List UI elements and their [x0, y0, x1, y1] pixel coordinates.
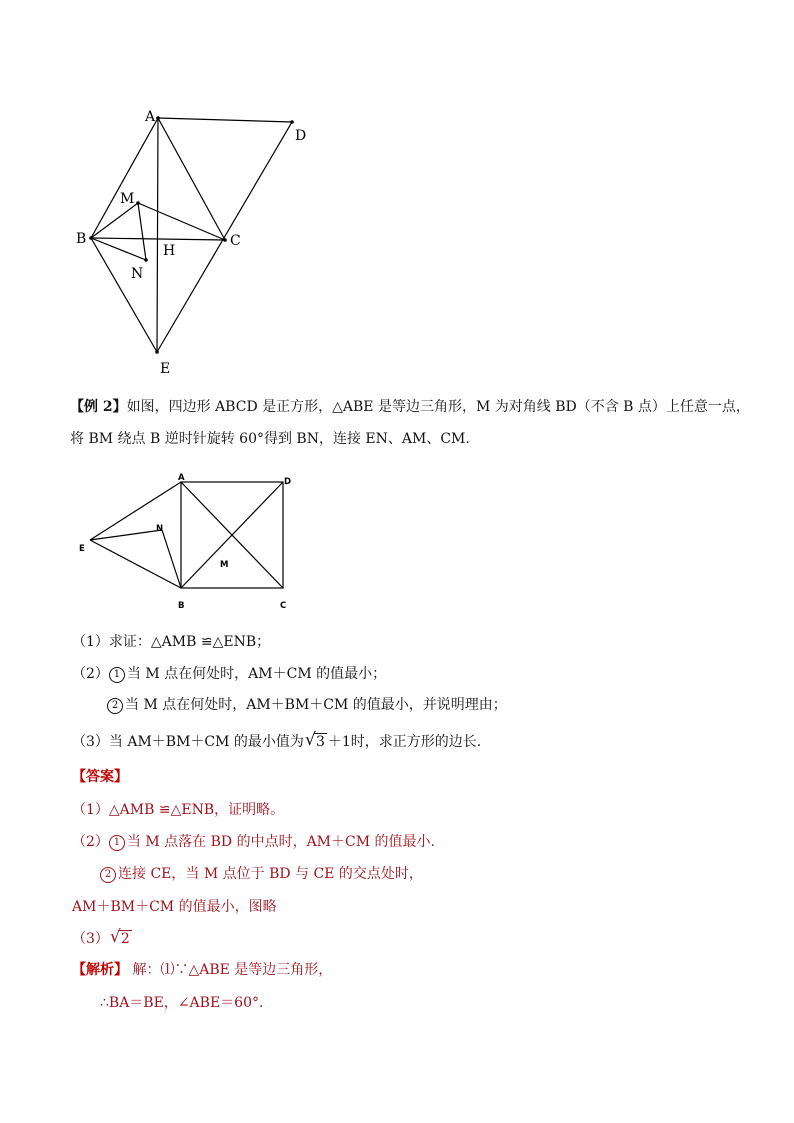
- question-2-prefix: （2）: [72, 666, 109, 682]
- circled-number-1: 1: [109, 835, 125, 851]
- question-2a: [72, 664, 386, 684]
- question-3: [72, 732, 481, 752]
- label-e: E: [79, 544, 85, 554]
- label-d: D: [295, 128, 307, 144]
- answer-2a: [72, 832, 435, 852]
- label-c: C: [230, 233, 241, 249]
- label-b: B: [76, 231, 87, 247]
- segment-bn: [91, 238, 146, 260]
- segment-ad: [158, 118, 292, 122]
- segment-bm: [91, 203, 138, 238]
- segment-ac: [158, 118, 225, 240]
- example-tag-close: 】: [112, 399, 127, 415]
- analysis-text-1: 解：⑴∵△ABE 是等边三角形，: [128, 962, 333, 978]
- segment-ab: [91, 118, 158, 238]
- example-tag-label: 例 2: [84, 399, 113, 415]
- sqrt-3: √ 3: [304, 730, 325, 750]
- figure-2-diagram: [70, 470, 310, 620]
- segment-mc: [138, 203, 225, 240]
- label-m: M: [220, 560, 229, 570]
- answer-3-prefix: （3）: [72, 931, 109, 947]
- question-3-prefix: （3）当 AM＋BM＋CM 的最小值为: [72, 734, 304, 750]
- example-2-line-1: [70, 397, 750, 417]
- segment-mn: [138, 203, 146, 260]
- circled-number-2: 2: [100, 867, 116, 883]
- sqrt-2: √ 2: [109, 927, 130, 947]
- label-h: H: [163, 243, 176, 259]
- label-a: A: [178, 473, 185, 483]
- label-e: E: [160, 361, 171, 377]
- question-2b: [107, 695, 507, 715]
- question-3-suffix: ＋1时，求正方形的边长.: [327, 734, 482, 750]
- segment-be: [91, 238, 157, 352]
- answer-2a-text: 当 M 点落在 BD 的中点时，AM＋CM 的值最小.: [126, 834, 435, 850]
- answer-header: 【答案】: [72, 769, 128, 785]
- answer-2c: AM＋BM＋CM 的值最小，图略: [72, 899, 277, 915]
- answer-3: [72, 929, 133, 949]
- label-n: N: [156, 524, 164, 534]
- label-c: C: [280, 601, 287, 611]
- label-b: B: [178, 601, 185, 611]
- figure-1-diagram: [60, 100, 350, 390]
- example-tag-open: 【: [70, 399, 84, 415]
- label-n: N: [131, 266, 144, 282]
- label-d: D: [284, 477, 292, 487]
- analysis-header: 【解析】: [72, 962, 128, 978]
- answer-2b-text: 连接 CE，当 M 点位于 BD 与 CE 的交点处时，: [118, 866, 423, 882]
- circled-number-2: 2: [107, 698, 123, 714]
- question-1: （1）求证：△AMB ≌△ENB；: [72, 634, 271, 650]
- answer-1: （1）△AMB ≌△ENB，证明略。: [72, 802, 285, 818]
- answer-2-prefix: （2）: [72, 834, 109, 850]
- analysis-line-2: ∴BA＝BE，∠ABE＝60°.: [100, 995, 264, 1011]
- answer-2b: [100, 864, 423, 884]
- circled-number-1: 1: [109, 667, 125, 683]
- segment-de: [157, 122, 292, 352]
- segment-ea: [90, 482, 181, 540]
- question-2a-text: 当 M 点在何处时，AM＋CM 的值最小；: [126, 666, 387, 682]
- example-2-line-2: 将 BM 绕点 B 逆时针旋转 60°得到 BN，连接 EN、AM、CM.: [70, 431, 470, 447]
- label-a: A: [145, 109, 156, 125]
- question-2b-text: 当 M 点在何处时，AM＋BM＋CM 的值最小，并说明理由；: [125, 697, 507, 713]
- example-text-1: 如图，四边形 ABCD 是正方形，△ABE 是等边三角形，M 为对角线 BD（不含 B 点）上任意一点，: [126, 399, 750, 415]
- segment-en: [90, 530, 162, 540]
- segment-ae: [157, 118, 158, 352]
- analysis-line-1: [72, 960, 332, 980]
- label-m: M: [120, 191, 135, 207]
